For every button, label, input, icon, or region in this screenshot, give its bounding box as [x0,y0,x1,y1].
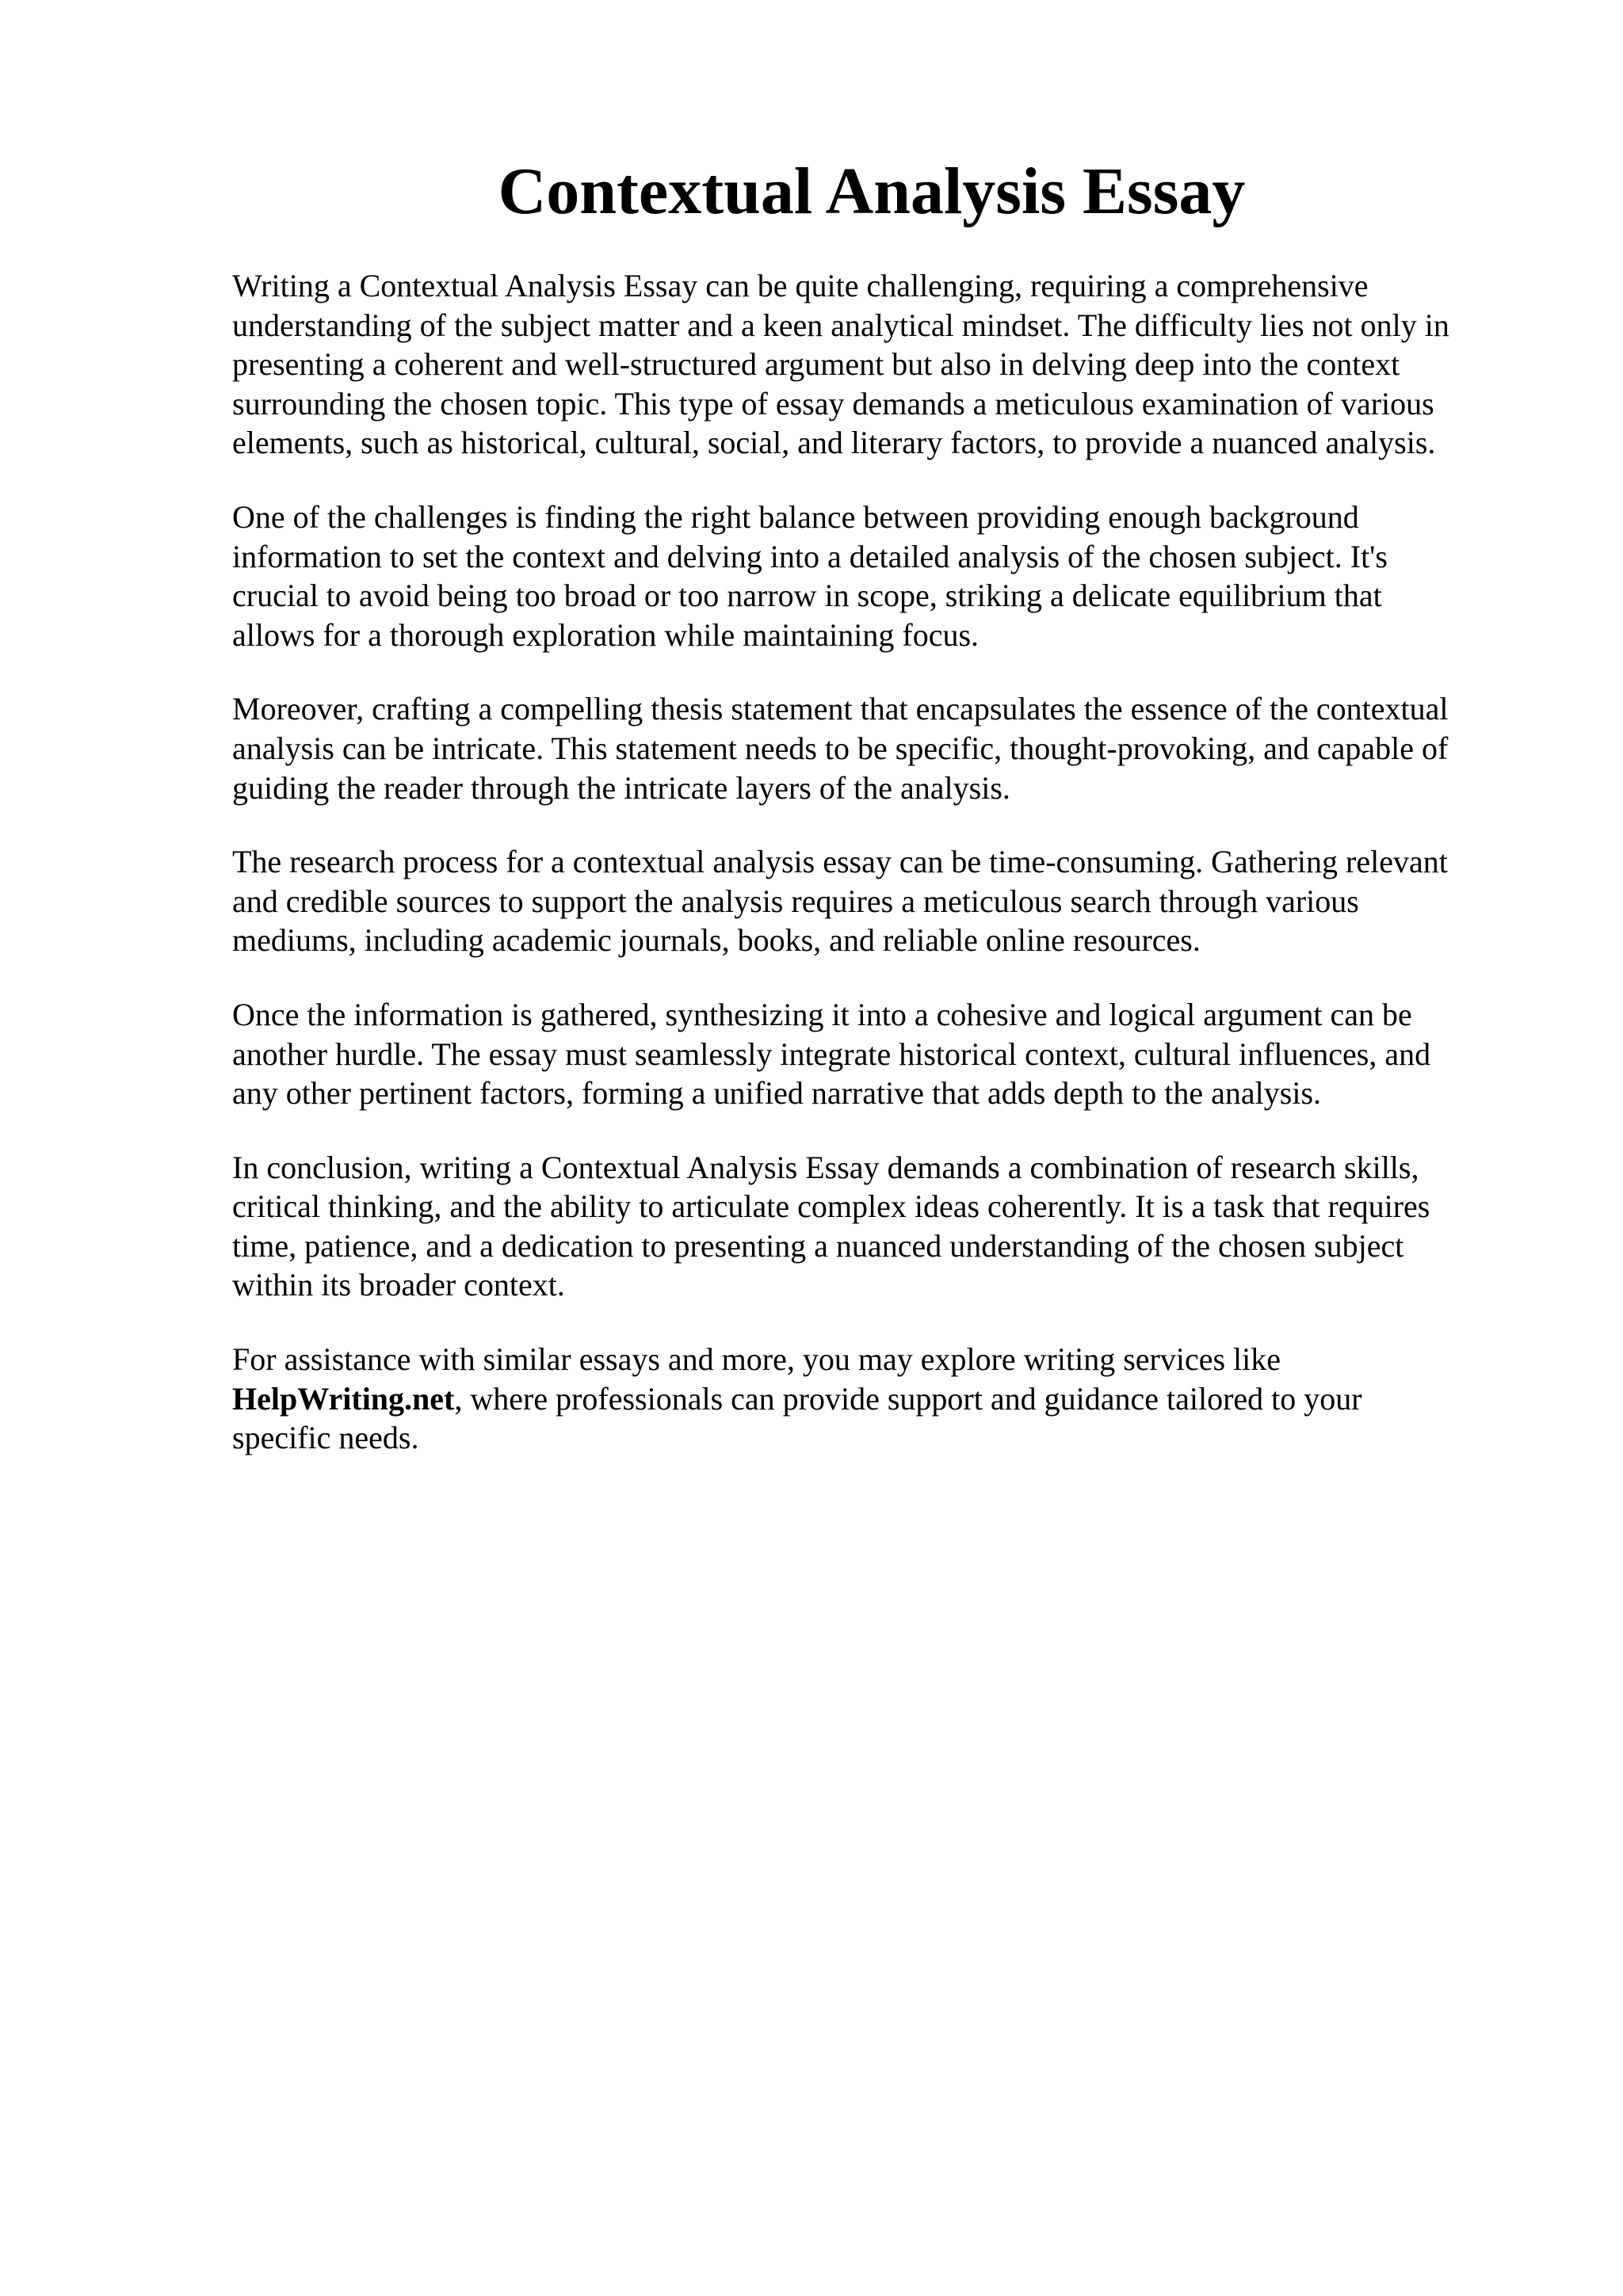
paragraph-line: Once the information is gathered, synthesizing it into a cohesive and logical argument can be [232,996,1412,1032]
paragraph-line: In conclusion, writing a Contextual Analysis Essay demands a combination of research skills, [232,1149,1419,1185]
paragraph-line: time, patience, and a dedication to presenting a nuanced understanding of the chosen subject [232,1227,1404,1264]
paragraph-6 [232,1148,1516,1305]
paragraph-line: and credible sources to support the analysis requires a meticulous search through various [232,883,1359,919]
document-body [232,266,1516,1493]
paragraph-line [232,1379,1516,1419]
paragraph-line: Writing a Contextual Analysis Essay can be quite challenging, requiring a comprehensive [232,268,1369,303]
helpwriting-link[interactable]: HelpWriting.net [232,1380,455,1417]
paragraph-line: critical thinking, and the ability to articulate complex ideas coherently. It is a task that requires [232,1188,1430,1225]
paragraph-line: presenting a coherent and well-structured argument but also in delving deep into the context [232,346,1400,383]
closing-paragraph [232,1340,1516,1458]
paragraph-line: analysis can be intricate. This statement needs to be specific, thought-provoking, and capable of [232,730,1449,766]
paragraph-line: specific needs. [232,1420,419,1456]
paragraph-line: surrounding the chosen topic. This type of essay demands a meticulous examination of various [232,385,1434,421]
paragraph-line: any other pertinent factors, forming a unified narrative that adds depth to the analysis. [232,1075,1322,1112]
paragraph-line: For assistance with similar essays and more, you may explore writing services like [232,1341,1281,1378]
paragraph-line: elements, such as historical, cultural, social, and literary factors, to provide a nuanced analysis. [232,425,1436,461]
paragraph-line: within its broader context. [232,1267,565,1303]
paragraph-2 [232,498,1516,654]
paragraph-line: The research process for a contextual analysis essay can be time-consuming. Gathering relevant [232,844,1448,880]
paragraph-5 [232,995,1516,1113]
paragraph-line: guiding the reader through the intricate layers of the analysis. [232,769,1010,806]
paragraph-line: One of the challenges is finding the right balance between providing enough background [232,498,1359,535]
document-title: Contextual Analysis Essay [498,154,1246,228]
paragraph-4 [232,842,1516,960]
paragraph-line: crucial to avoid being too broad or too narrow in scope, striking a delicate equilibrium that [232,578,1382,614]
paragraph-line: Moreover, crafting a compelling thesis statement that encapsulates the essence of the contextual [232,691,1449,727]
paragraph-line: allows for a thorough exploration while maintaining focus. [232,616,980,653]
paragraph-line: information to set the context and delving into a detailed analysis of the chosen subject. It's [232,538,1388,574]
paragraph-line: understanding of the subject matter and a keen analytical mindset. The difficulty lies not only in [232,307,1449,343]
paragraph-1 [232,266,1516,463]
paragraph-3 [232,689,1516,807]
closing-line-rest: , where professionals can provide support and guidance tailored to your [454,1380,1362,1417]
paragraph-line: another hurdle. The essay must seamlessly integrate historical context, cultural influences, and [232,1035,1431,1072]
paragraph-line: mediums, including academic journals, books, and reliable online resources. [232,922,1201,959]
